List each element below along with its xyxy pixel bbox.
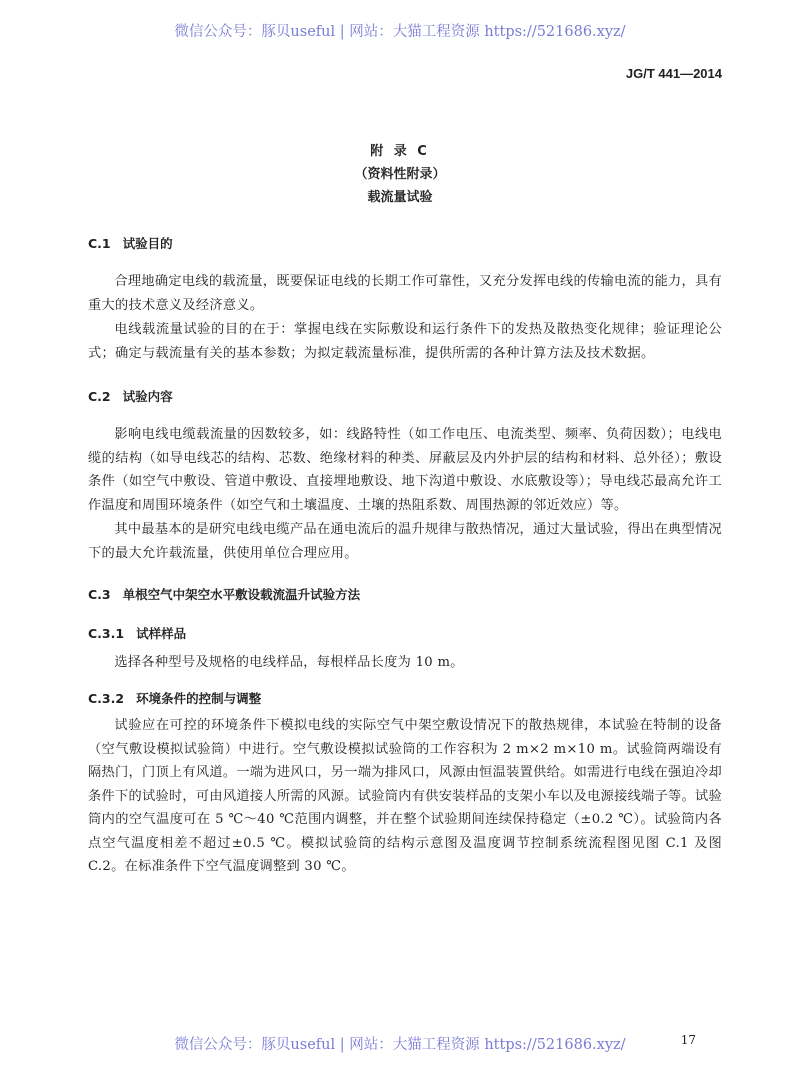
section-number: C.3.2 xyxy=(88,691,125,706)
section-title: 试验内容 xyxy=(122,389,173,404)
paragraph: 其中最基本的是研究电线电缆产品在通电流后的温升规律与散热情况，通过大量试验，得出在典型情况下的最大允许载流量，供使用单位合理应用。 xyxy=(88,522,722,561)
section-number: C.2 xyxy=(88,389,111,404)
standard-code: JG/T 441—2014 xyxy=(625,66,722,81)
page-number: 17 xyxy=(680,1033,696,1047)
paragraph: 电线载流量试验的目的在于：掌握电线在实际敷设和运行条件下的发热及散热变化规律；验证理论公式；确定与载流量有关的基本参数；为拟定载流量标准，提供所需的各种计算方法及技术数据。 xyxy=(88,322,722,361)
section-title: 试验目的 xyxy=(122,236,173,251)
section-heading xyxy=(88,387,173,405)
subsection-heading xyxy=(88,624,186,642)
appendix-type: （资料性附录） xyxy=(354,167,446,182)
appendix-name: 载流量试验 xyxy=(367,190,433,205)
section-title: 试样样品 xyxy=(136,626,187,641)
appendix-title: 附 录 C xyxy=(370,144,430,159)
subsection-heading xyxy=(88,689,261,707)
section-title: 单根空气中架空水平敷设载流温升试验方法 xyxy=(122,587,361,602)
section-number: C.3 xyxy=(88,587,111,602)
section-number: C.1 xyxy=(88,236,111,251)
section-number: C.3.1 xyxy=(88,626,125,641)
paragraph: 选择各种型号及规格的电线样品，每根样品长度为 10 m。 xyxy=(114,655,464,670)
section-title: 环境条件的控制与调整 xyxy=(136,691,262,706)
watermark-bottom: 微信公众号：豚贝useful | 网站：大猫工程资源 https://521686.xyz/ xyxy=(174,1037,626,1053)
watermark-top: 微信公众号：豚贝useful | 网站：大猫工程资源 https://521686.xyz/ xyxy=(174,24,626,40)
section-heading xyxy=(88,234,173,252)
paragraph: 合理地确定电线的载流量，既要保证电线的长期工作可靠性，又充分发挥电线的传输电流的能力，具有重大的技术意义及经济意义。 xyxy=(88,274,722,313)
paragraph: 试验应在可控的环境条件下模拟电线的实际空气中架空敷设情况下的散热规律，本试验在特制的设备（空气敷设模拟试验筒）中进行。空气敷设模拟试验筒的工作容积为 2 m×2 m×10 m。试验筒两端设有隔热门，门顶上有风道。一端为进风口，另一端为排风口，风源由恒温装置供给。如需进行电线在强迫冷却条件下的试验时，可由风道接人所需的风源。试验筒内有供安装样品的支架小车以及电源接线端子等。试验筒内的空气温度可在 5 ℃～40 ℃范围内调整，并在整个试验期间连续保持稳定（±0.2 ℃）。试验筒内各点空气温度相差不超过±0.5 ℃。模拟试验筒的结构示意图及温度调节控制系统流程图见图 C.1 及图 C.2。在标准条件下空气温度调整到 30 ℃。 xyxy=(88,718,722,874)
paragraph: 影响电线电缆载流量的因数较多，如：线路特性（如工作电压、电流类型、频率、负荷因数）；电线电缆的结构（如导电线芯的结构、芯数、绝缘材料的种类、屏蔽层及内外护层的结构和材料、总外径）；敷设条件（如空气中敷设、管道中敷设、直接埋地敷设、地下沟道中敷设、水底敷设等）；导电线芯最高允许工作温度和周围环境条件（如空气和土壤温度、土壤的热阻系数、周围热源的邻近效应）等。 xyxy=(88,427,722,513)
section-heading xyxy=(88,585,360,603)
